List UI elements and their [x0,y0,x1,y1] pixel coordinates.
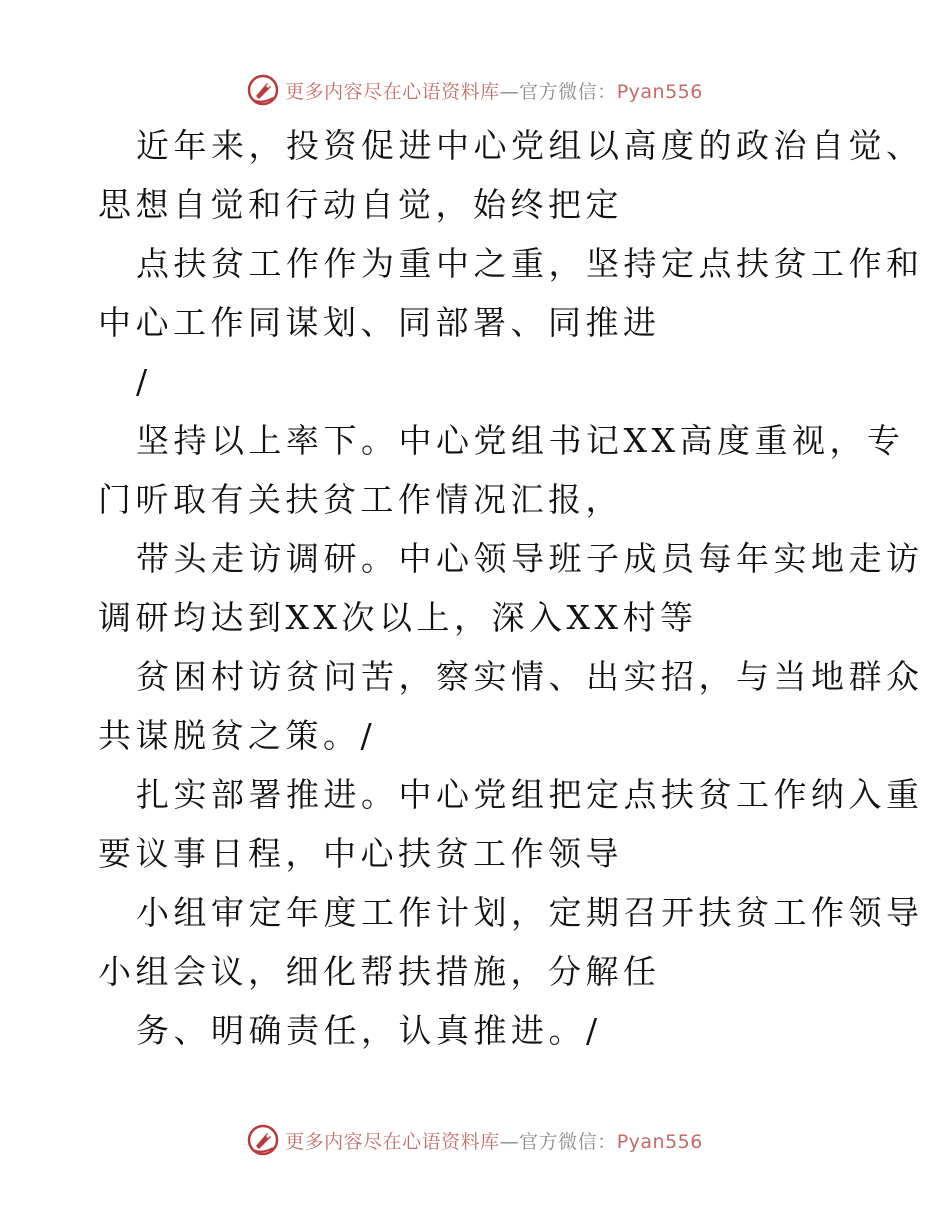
footer-wechat-id: Pyan556 [616,1130,703,1153]
body-line: 坚持以上率下。中心党组书记XX高度重视，专 [136,421,905,460]
footer-banner [0,1120,950,1160]
body-line: 小组审定年度工作计划，定期召开扶贫工作领导 [136,893,924,932]
footer-separator: — [499,1130,520,1153]
body-line: 思想自觉和行动自觉，始终把定 [98,185,623,224]
header-banner [0,70,950,110]
header-brand: 更多内容尽在心语资料库 [285,80,500,103]
body-line: 贫困村访贫问苦，察实情、出实招，与当地群众 [136,657,924,696]
body-line: 近年来，投资促进中心党组以高度的政治自觉、 [136,126,924,165]
header-wechat-label: 官方微信： [519,80,617,103]
body-line: 务、明确责任，认真推进。/ [136,1011,602,1050]
body-line: 要议事日程，中心扶贫工作领导 [98,834,623,873]
body-line: 门听取有关扶贫工作情况汇报， [98,480,623,519]
header-banner-text [285,77,703,104]
body-line: 小组会议，细化帮扶措施，分解任 [98,952,661,991]
body-line: 扎实部署推进。中心党组把定点扶贫工作纳入重 [136,775,924,814]
pen-nib-seal-icon [247,74,279,106]
body-line: 共谋脱贫之策。/ [98,716,377,755]
body-line: 点扶贫工作作为重中之重，坚持定点扶贫工作和 [136,244,924,283]
header-wechat-id: Pyan556 [616,80,703,103]
footer-banner-text [285,1127,703,1154]
body-line: 中心工作同谋划、同部署、同推进 [98,303,661,342]
header-separator: — [499,80,520,103]
body-line: / [136,362,152,401]
document-body [98,116,924,1060]
footer-wechat-label: 官方微信： [519,1130,617,1153]
body-line: 带头走访调研。中心领导班子成员每年实地走访 [136,539,924,578]
footer-brand: 更多内容尽在心语资料库 [285,1130,500,1153]
body-line: 调研均达到XX次以上，深入XX村等 [98,598,698,637]
pen-nib-seal-icon [247,1124,279,1156]
